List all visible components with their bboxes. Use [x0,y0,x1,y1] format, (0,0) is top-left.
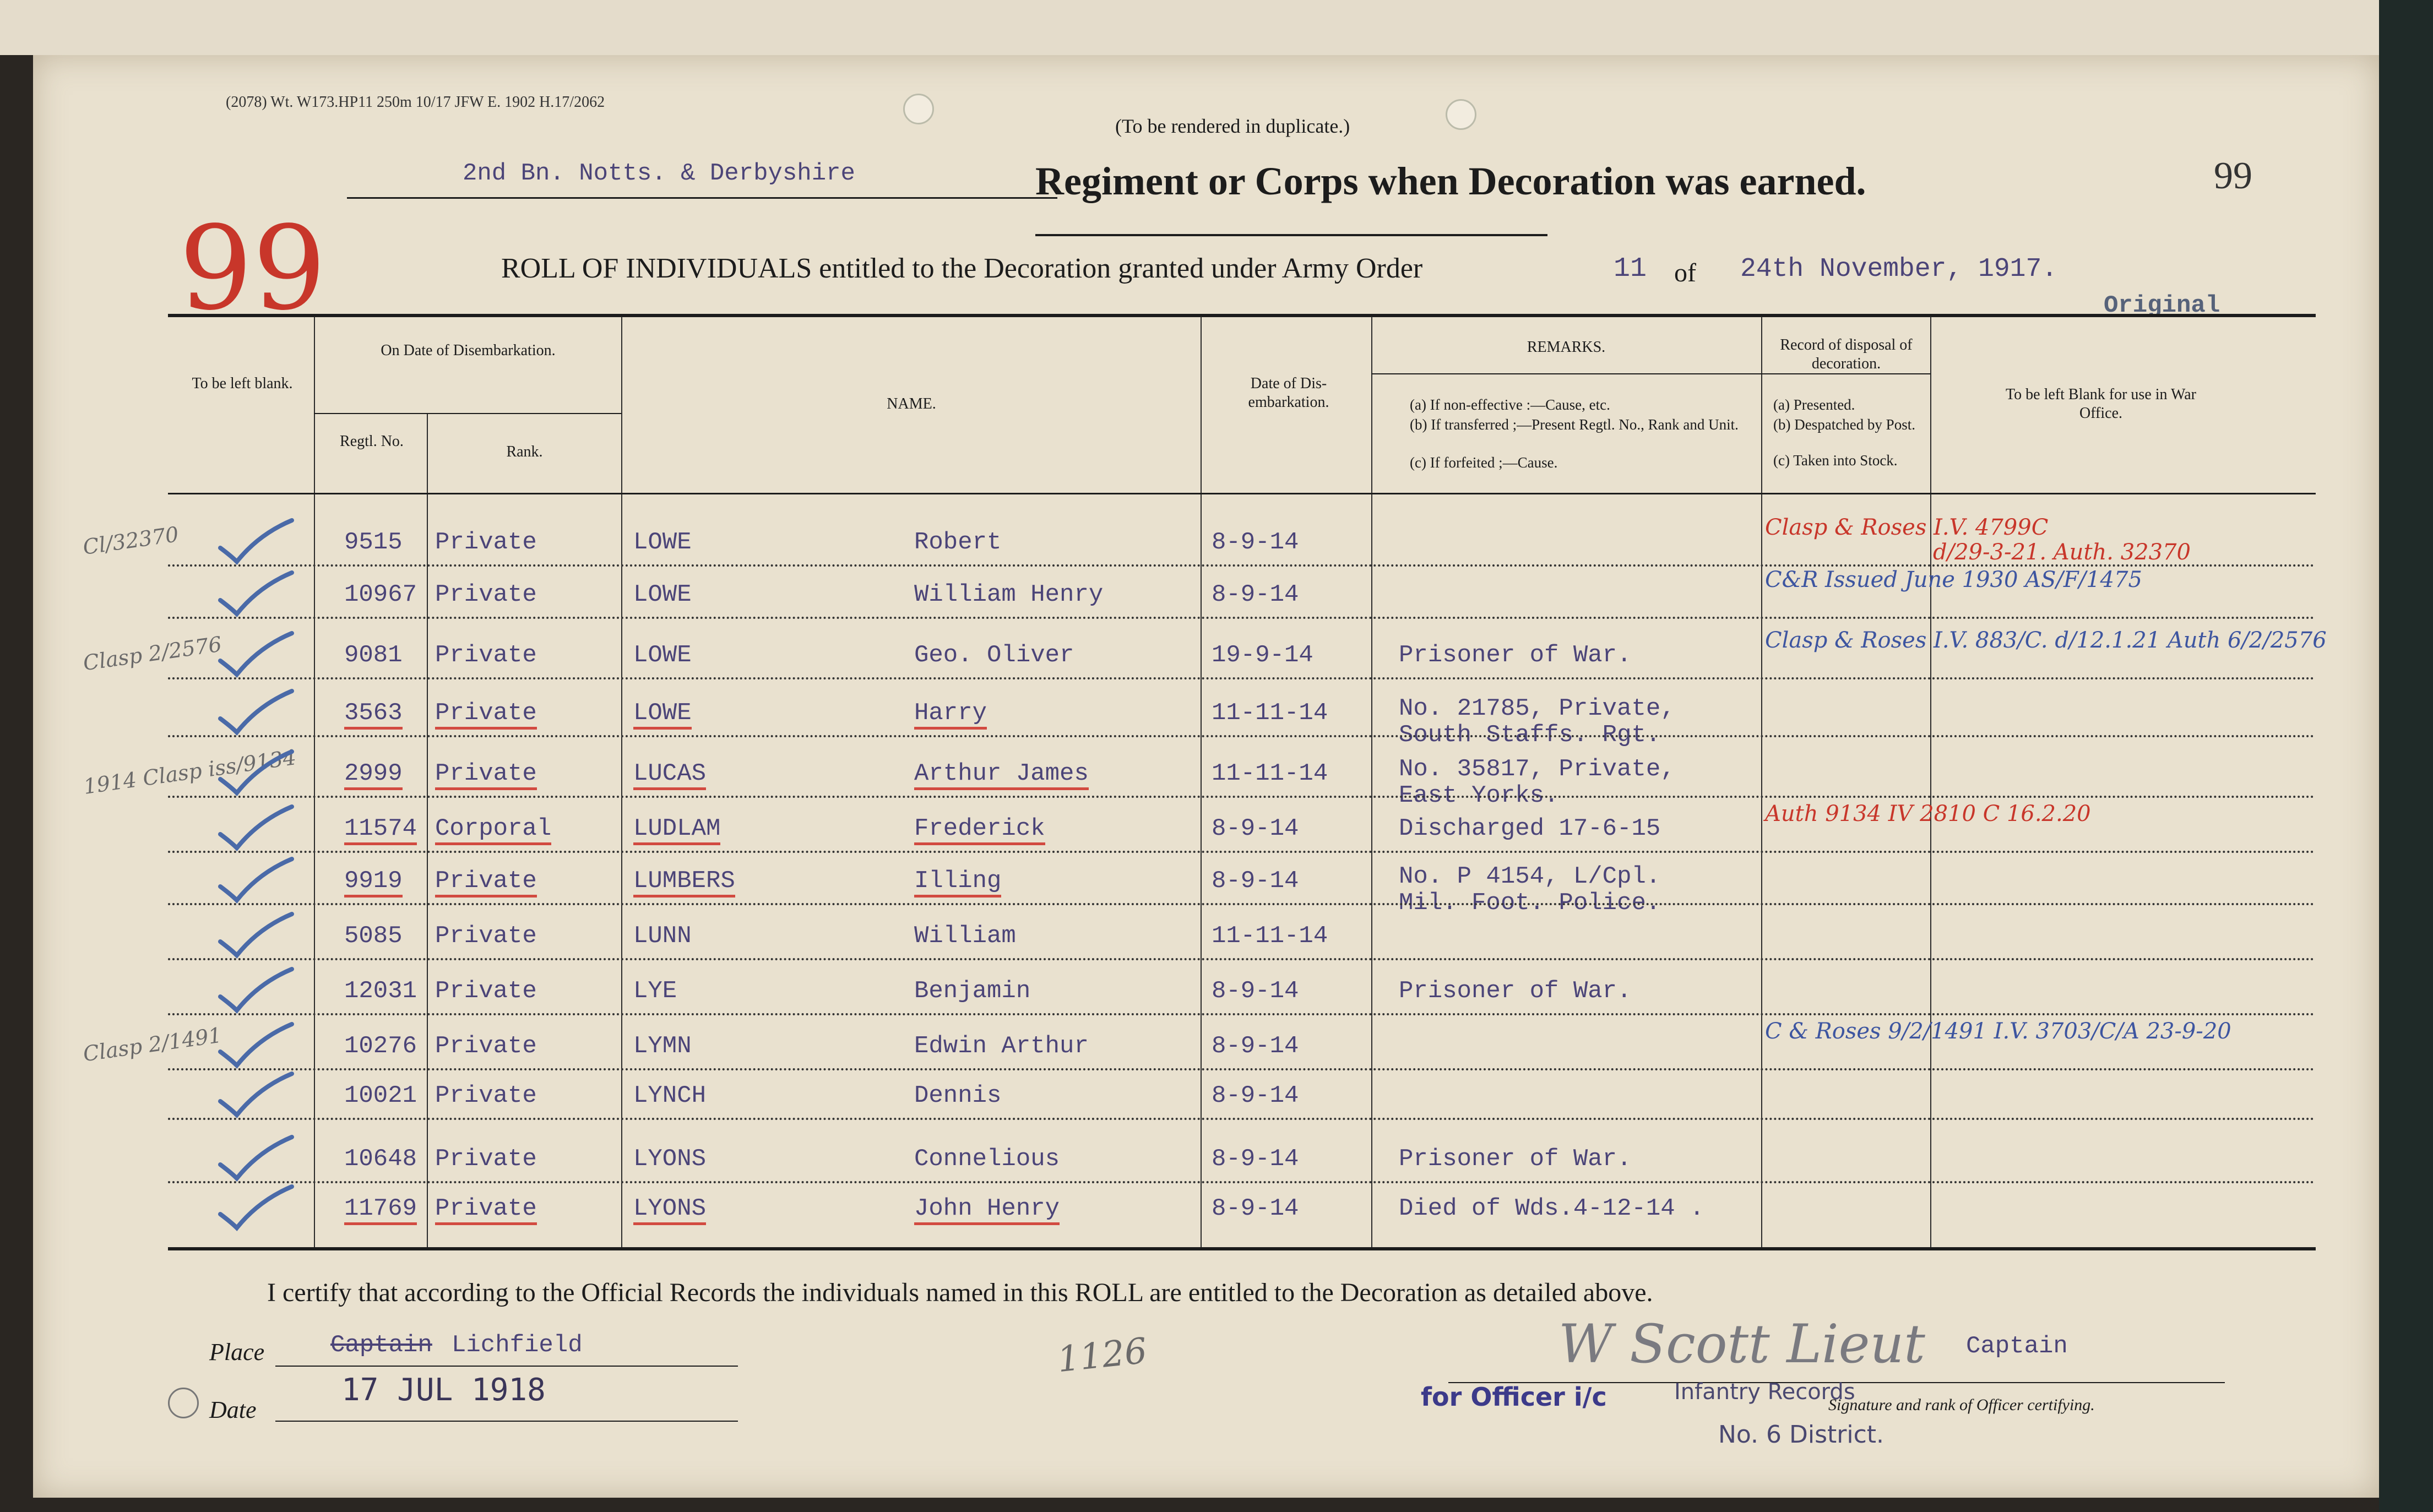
army-order-number: 11 [1614,253,1647,285]
row-date: 8-9-14 [1212,1032,1299,1060]
checkmark-icon [215,1071,297,1121]
table-bottom-rule [168,1247,2316,1250]
row-date: 8-9-14 [1212,581,1299,608]
row-remark: No. 21785, Private, [1399,695,1675,722]
checkmark-icon [215,688,297,738]
row-given: William Henry [914,581,1104,608]
row-no: 2999 [344,760,403,790]
row-date: 8-9-14 [1212,1082,1299,1109]
binder-spine [2379,0,2433,1512]
label-underline [1035,234,1547,236]
row-war-office-note: C&R Issued June 1930 AS/F/1475 [1765,567,2142,592]
certification-statement: I certify that according to the Official Records the individuals named in this ROLL are entitled to the Decoration as detailed above. [267,1278,1653,1307]
col-divider [1930,317,1931,1247]
row-given: Benjamin [914,977,1031,1005]
roll-title-text: entitled to the Decoration granted under Army Order [819,253,1423,284]
row-date: 11-11-14 [1212,922,1328,950]
row-no: 10021 [344,1082,417,1109]
district-stamp: No. 6 District. [1718,1421,1885,1449]
row-surname: LOWE [633,529,692,556]
row-given: Geo. Oliver [914,641,1074,669]
checkmark-icon [215,570,297,619]
row-rank: Private [435,1082,537,1109]
col-divider [427,413,428,1247]
row-separator [168,677,2316,679]
row-date: 19-9-14 [1212,641,1313,669]
row-remark: Prisoner of War. [1399,641,1632,669]
header-to-be-left-blank: To be left blank. [192,375,293,392]
row-date: 8-9-14 [1212,977,1299,1005]
header-on-date: On Date of Disembarkation. [381,342,556,359]
row-remark: Discharged 17-6-15 [1399,815,1661,842]
header-remarks-b: (b) If transferred ;—Present Regtl. No., Rank and Unit. [1410,416,1739,433]
row-no: 12031 [344,977,417,1005]
row-given: Connelious [914,1145,1060,1173]
place-value: Lichfield [452,1331,583,1359]
row-surname: LOWE [633,581,692,608]
checkmark-icon [215,911,297,961]
regiment-underline [347,197,1057,199]
duplicate-note: (To be rendered in duplicate.) [1115,115,1350,137]
row-separator [168,958,2316,960]
row-given: Arthur James [914,760,1089,790]
previous-page-edge [0,0,2433,55]
row-rank: Private [435,529,537,556]
row-war-office-note: Auth 9134 IV 2810 C 16.2.20 [1765,801,2091,826]
row-war-office-note: C & Roses 9/2/1491 I.V. 3703/C/A 23-9-20 [1765,1019,2231,1044]
checkmark-icon [215,1021,297,1071]
row-no: 5085 [344,922,403,950]
checkmark-icon [215,804,297,853]
row-surname: LUNN [633,922,692,950]
row-rank: Private [435,760,537,790]
row-no: 10967 [344,581,417,608]
header-record: Record of disposal of decoration. [1780,336,1913,372]
col-divider [1761,317,1762,1247]
row-no: 9081 [344,641,403,669]
header-rule [314,413,621,414]
header-regtl-no: Regtl. No. [340,433,404,450]
row-given: John Henry [914,1195,1060,1225]
regiment-name: 2nd Bn. Notts. & Derbyshire [463,160,855,187]
checkmark-icon [215,1134,297,1184]
col-divider [621,317,622,1247]
date-label: Date [209,1396,257,1423]
page-number-handwritten: 99 [179,201,327,336]
row-surname: LUCAS [633,760,706,790]
header-remarks: REMARKS. [1527,339,1606,356]
row-margin-note: Clasp 2/1491 [82,1022,224,1067]
row-surname: LOWE [633,699,692,730]
header-date-disembarkation: Date of Dis-embarkation. [1248,375,1329,411]
row-surname: LYNCH [633,1082,707,1109]
row-separator [168,796,2316,798]
row-separator [168,735,2316,737]
header-war-office: To be left Blank for use in War Office. [2006,386,2196,422]
row-given: Robert [914,529,1002,556]
checkmark-icon [215,518,297,567]
checkmark-icon [215,856,297,906]
row-date: 11-11-14 [1212,699,1328,727]
row-rank: Private [435,922,537,950]
checkmark-icon [215,630,297,680]
row-rank: Private [435,581,537,608]
row-rank: Private [435,1032,537,1060]
row-no: 9919 [344,867,403,898]
roll-title-prefix: ROLL OF INDIVIDUALS [501,253,812,284]
for-officer-stamp: for Officer i/c [1421,1382,1607,1412]
row-no: 11574 [344,815,417,845]
row-surname: LUMBERS [633,867,735,898]
col-divider [1371,317,1372,1247]
row-rank: Private [435,977,537,1005]
date-stamp: 17 JUL 1918 [341,1372,546,1408]
row-separator [168,1181,2316,1183]
row-separator [168,903,2316,905]
print-code: (2078) Wt. W173.HP11 250m 10/17 JFW E. 1902 H.17/2062 [226,94,605,111]
row-remark-line2: East Yorks. [1399,782,1559,809]
row-given: Edwin Arthur [914,1032,1089,1060]
header-remarks-a: (a) If non-effective :—Cause, etc. [1410,396,1610,413]
row-surname: LYMN [633,1032,692,1060]
row-separator [168,564,2316,567]
regiment-label: Regiment or Corps when Decoration was earned. [1035,159,1866,203]
roll-form-page [33,55,2379,1498]
header-record-b: (b) Despatched by Post. [1773,416,1915,433]
row-separator [168,617,2316,619]
row-war-office-note-2: d/29-3-21. Auth. 32370 [1933,540,2191,565]
signature: W Scott Lieut [1558,1313,1925,1375]
row-remark-line2: South Staffs. Rgt. [1399,721,1661,749]
row-no: 9515 [344,529,403,556]
row-given: Harry [914,699,987,730]
place-struck-text: Captain [330,1331,432,1359]
place-label: Place [209,1339,265,1366]
row-separator [168,1068,2316,1070]
header-rank: Rank. [506,443,543,460]
row-remark: No. 35817, Private, [1399,755,1675,783]
row-surname: LYE [633,977,677,1005]
row-surname: LYONS [633,1145,707,1173]
row-surname: LUDLAM [633,815,720,845]
row-surname: LOWE [633,641,692,669]
row-given: Dennis [914,1082,1002,1109]
row-separator [168,1013,2316,1015]
header-remarks-c: (c) If forfeited ;—Cause. [1410,454,1558,471]
infantry-records-stamp: Infantry Records [1674,1379,1855,1405]
original-stamp: Original [2104,292,2220,319]
row-war-office-note: Clasp & Roses I.V. 4799C [1765,515,2049,540]
row-rank: Private [435,699,537,730]
row-separator [168,851,2316,853]
header-name: NAME. [887,395,936,412]
row-date: 8-9-14 [1212,1145,1299,1173]
col-divider [1201,317,1202,1247]
row-surname: LYONS [633,1195,706,1225]
row-date: 8-9-14 [1212,529,1299,556]
checkmark-icon [215,749,297,798]
row-rank: Private [435,1195,537,1225]
row-rank: Corporal [435,815,551,845]
checkmark-icon [215,1184,297,1233]
row-remark: No. P 4154, L/Cpl. [1399,863,1661,890]
row-no: 10648 [344,1145,417,1173]
page-number: 99 [2214,155,2252,197]
punch-hole [1446,99,1476,130]
col-divider [314,317,315,1247]
row-rank: Private [435,1145,537,1173]
row-margin-note: 1914 Clasp iss/9134 [82,745,298,799]
row-no: 11769 [344,1195,417,1225]
signatory-rank: Captain [1966,1332,2068,1360]
row-margin-note: Cl/32370 [81,522,181,559]
row-rank: Private [435,641,537,669]
punch-hole [168,1388,199,1418]
header-rule [1371,373,1930,374]
row-separator [168,1118,2316,1120]
row-remark: Prisoner of War. [1399,977,1632,1005]
table-top-rule [168,314,2316,317]
row-no: 10276 [344,1032,417,1060]
row-war-office-note: Clasp & Roses I.V. 883/C. d/12.1.21 Auth 6/2/2576 [1765,628,2327,653]
row-given: Illing [914,867,1001,898]
header-record-c: (c) Taken into Stock. [1773,452,1898,469]
signature-caption: Signature and rank of Officer certifying. [1828,1396,2095,1414]
punch-hole [903,94,934,124]
reference-number: 1126 [1055,1330,1149,1381]
header-record-a: (a) Presented. [1773,396,1855,413]
row-given: Frederick [914,815,1045,845]
row-margin-note: Clasp 2/2576 [82,632,224,676]
row-remark-line2: Mil. Foot. Police. [1399,889,1661,917]
row-date: 8-9-14 [1212,815,1299,842]
checkmark-icon [215,966,297,1016]
date-underline [275,1421,738,1422]
row-no: 3563 [344,699,403,730]
row-remark: Prisoner of War. [1399,1145,1632,1173]
row-given: William [914,922,1016,950]
row-date: 8-9-14 [1212,867,1299,895]
place-underline [275,1366,738,1367]
row-date: 8-9-14 [1212,1195,1299,1222]
of-label: of [1674,258,1696,287]
army-order-date: 24th November, 1917. [1740,254,2058,284]
header-bottom-rule [168,493,2316,494]
row-remark: Died of Wds.4-12-14 . [1399,1195,1704,1222]
row-date: 11-11-14 [1212,760,1328,787]
row-rank: Private [435,867,537,898]
